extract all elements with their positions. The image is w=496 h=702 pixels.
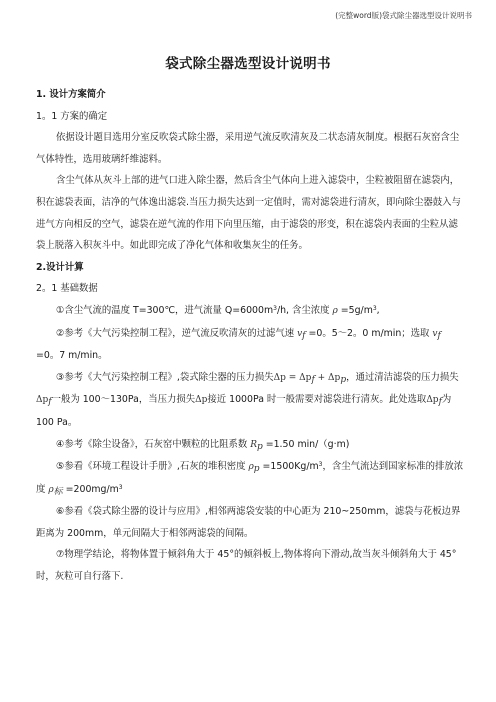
math-subscript: f	[48, 397, 52, 408]
math-operator: +	[314, 372, 329, 383]
section-heading: 1. 设计方案简介	[36, 89, 106, 100]
superscript: 3	[273, 304, 277, 312]
text-run: =200mg/m	[65, 483, 119, 495]
superscript: 3	[372, 304, 377, 312]
math-operator: =	[285, 372, 300, 383]
subsection-heading: 2。1 基础数据	[36, 283, 98, 295]
text-run: =1500Kg/m	[262, 461, 319, 473]
data-item-3	[36, 367, 466, 434]
math-symbol: v	[432, 328, 438, 339]
text-run: 接近 1000Pa 时一般需要对滤袋进行清灰。此处选取	[207, 394, 427, 406]
math-symbol: Δp	[273, 372, 286, 383]
math-symbol: ρ	[248, 462, 254, 473]
math-subscript: p	[256, 441, 263, 452]
math-subscript: f	[437, 330, 441, 341]
math-symbol: ρ	[332, 305, 338, 316]
text-run: =5g/m	[340, 304, 373, 316]
text-run: =1.50 min/（g·m)	[265, 438, 350, 450]
text-run: ②参考《大气污染控制工程》，逆气流反吹清灰的过滤气速	[56, 327, 295, 339]
data-item-4	[36, 434, 466, 457]
data-item-7: ⑦物理学结论，将物体置于倾斜角大于 45°的倾斜板上,物体将向下滑动,故当灰斗倾斜角大于 45°时，灰粒可自行落下.	[36, 549, 457, 583]
math-subscript: p	[340, 374, 347, 385]
text-run: ③参考《大气污染控制工程》,袋式除尘器的压力损失	[56, 371, 274, 383]
data-item-5	[36, 456, 466, 501]
paragraph: 依据设计题目选用分室反吹袋式除尘器，采用逆气流反吹清灰及二状态清灰制度。根据石灰窑含尘气体特性，选用玻璃纤维滤料。	[36, 132, 460, 165]
section-heading: 2.设计计算	[36, 261, 84, 273]
math-subscript: f	[311, 374, 315, 385]
math-subscript: f	[438, 397, 442, 408]
text-run: /h, 含尘浓度	[276, 304, 330, 316]
superscript: 3	[118, 483, 123, 491]
paragraph: 含尘气体从灰斗上部的进气口进入除尘器，然后含尘气体向上进入滤袋中，尘粒被阻留在滤袋内，积在滤袋表面，洁净的气体逸出滤袋.当压力损失达到一定值时，需对滤袋进行清灰，即向除尘器鼓入与进气方向相反的空气，滤袋在逆气流的作用下向里压缩，由于滤袋的形变，积在滤袋内表面的尘粒从滤袋上脱落入积灰斗中。如此即完成了净化气体和收集灰尘的任务。	[36, 175, 461, 252]
math-subscript: p	[253, 464, 260, 475]
math-symbol: ρ	[48, 484, 54, 495]
header-note: (完整word版)袋式除尘器选型设计说明书	[335, 11, 472, 20]
document-title: 袋式除尘器选型设计说明书	[165, 56, 331, 72]
text-run: ，通过清洁滤袋的压力损失	[346, 371, 459, 383]
math-symbol: Δp	[426, 395, 439, 406]
text-run: ,	[376, 304, 380, 316]
data-item-6: ⑥参看《袋式除尘器的设计与应用》,相邻两滤袋安装的中心距为 210~250mm，滤袋与花板边界距离为 200mm，单元间隔大于相邻两滤袋的间隔。	[36, 506, 461, 539]
math-symbol: Δp	[299, 372, 312, 383]
superscript: 3	[318, 461, 323, 469]
math-symbol: R	[250, 439, 257, 450]
text-run: 一般为 100～130Pa，当压力损失	[51, 394, 196, 406]
math-symbol: Δp	[36, 395, 49, 406]
text-run: ，含尘气流达到国家标准的排放浓度	[36, 461, 464, 495]
text-run: ④参考《除尘设备》，石灰窑中颗粒的比阻系数	[56, 438, 248, 450]
math-symbol: Δp	[328, 372, 341, 383]
document-body	[36, 84, 466, 588]
math-subscript: 标	[53, 486, 63, 497]
data-item-1	[36, 300, 466, 323]
text-run: =0。5～2。0 m/min；选取	[308, 327, 430, 339]
text-run: 为 100 Pa。	[36, 394, 452, 428]
math-symbol: v	[297, 328, 303, 339]
subsection-heading: 1。1 方案的确定	[36, 110, 108, 122]
data-item-2	[36, 323, 466, 367]
math-symbol: Δp	[195, 395, 208, 406]
text-run: ①含尘气流的温度 T=300℃，进气流量 Q=6000m	[56, 304, 274, 316]
math-subscript: f	[302, 330, 306, 341]
text-run: =0。7 m/min。	[36, 350, 108, 362]
text-run: ⑤参看《环境工程设计手册》,石灰的堆积密度	[56, 461, 246, 473]
